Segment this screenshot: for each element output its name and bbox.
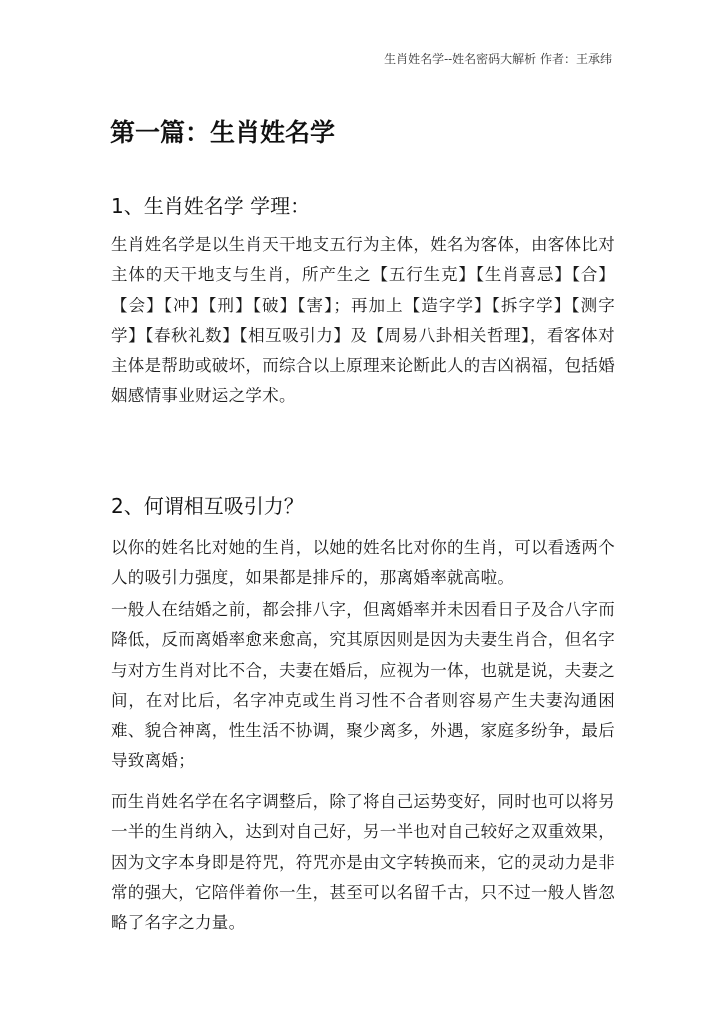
running-header: 生肖姓名学--姓名密码大解析 作者：王承纬 [384,52,612,66]
section-2-heading: 2、何谓相互吸引力？ [111,494,304,518]
section-1-paragraph: 生肖姓名学是以生肖天干地支五行为主体，姓名为客体，由客体比对主体的天干地支与生肖，所产生之【五行生克】【生肖喜忌】【合】【会】【冲】【刑】【破】【害】；再加上【造字学】【拆字学】【测字学】【春秋礼数】【相互吸引力】及【周易八卦相关哲理】，看客体对主体是帮助或破坏，而综合以上原理来论断此人的吉凶祸福，包括婚姻感情事业财运之学术。 [111,235,615,406]
chapter-title: 第一篇：生肖姓名学 [110,118,336,147]
section-1-heading: 1、生肖姓名学 学理： [111,194,311,218]
section-2-paragraph-3: 而生肖姓名学在名字调整后，除了将自己运势变好，同时也可以将另一半的生肖纳入，达到对自己好，另一半也对自己较好之双重效果，因为文字本身即是符咒，符咒亦是由文字转换而来，它的灵动力是非常的强大，它陪伴着你一生，甚至可以名留千古，只不过一般人皆忽略了名字之力量。 [111,792,615,933]
section-2-paragraph-2: 一般人在结婚之前，都会排八字，但离婚率并未因看日子及合八字而降低，反而离婚率愈来愈高，究其原因则是因为夫妻生肖合，但名字与对方生肖对比不合，夫妻在婚后，应视为一体，也就是说，夫妻之间，在对比后，名字冲克或生肖习性不合者则容易产生夫妻沟通困难、貌合神离，性生活不协调，聚少离多，外遇，家庭多纷争，最后导致离婚； [111,600,615,771]
section-2-paragraph-1: 以你的姓名比对她的生肖，以她的姓名比对你的生肖，可以看透两个人的吸引力强度，如果都是排斥的，那离婚率就高啦。 [111,538,615,588]
